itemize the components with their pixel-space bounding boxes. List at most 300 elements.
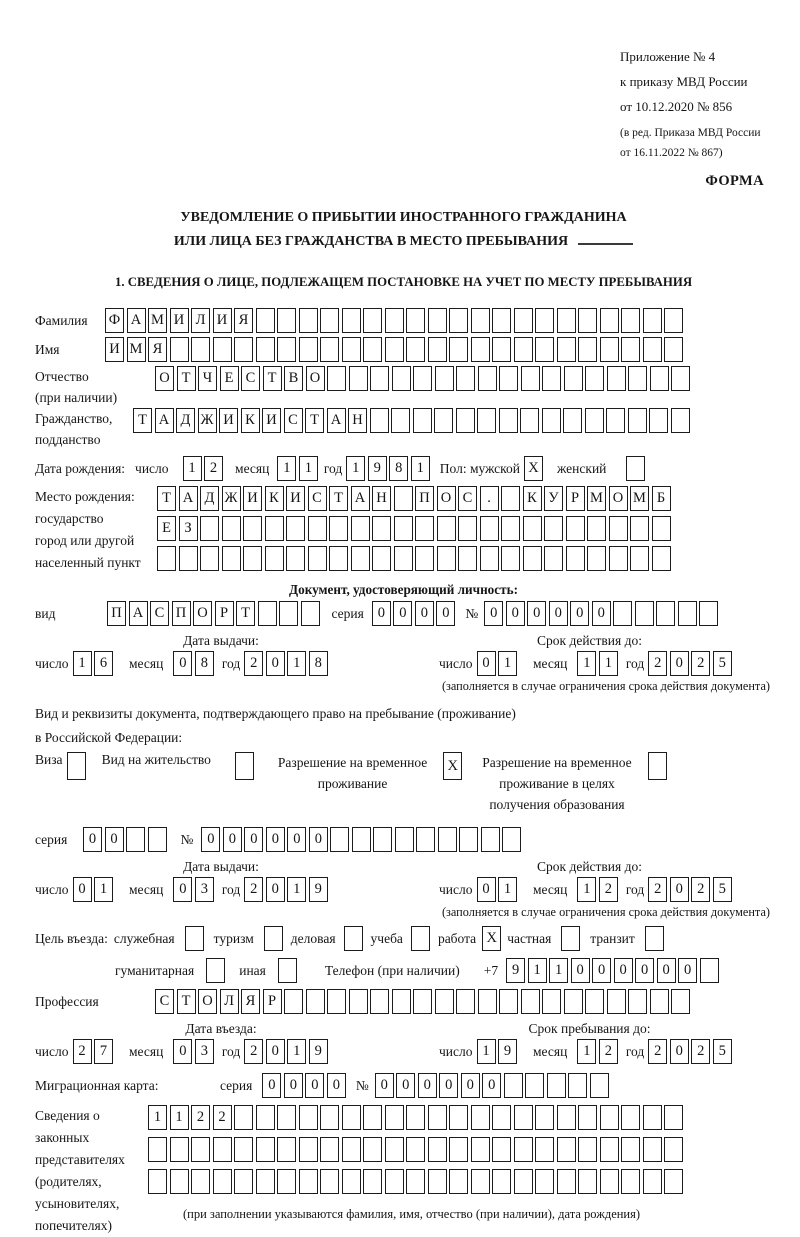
- char-cell: Б: [652, 486, 671, 511]
- char-cell: [501, 486, 520, 511]
- char-cell: 0: [173, 1039, 192, 1064]
- char-cell: Л: [191, 308, 210, 333]
- char-cell: [234, 1137, 253, 1162]
- char-cell: [471, 1105, 490, 1130]
- residence-doc-dates: [35, 859, 772, 902]
- char-cell: [478, 989, 497, 1014]
- char-cell: [523, 516, 542, 541]
- profession-field[interactable]: [155, 989, 690, 1014]
- purpose-transit-checkbox[interactable]: [645, 926, 664, 951]
- char-cell: [535, 1169, 554, 1194]
- purpose-private-checkbox[interactable]: [561, 926, 580, 951]
- year-label: год: [221, 1043, 241, 1059]
- char-cell: [621, 308, 640, 333]
- expiry-month-field[interactable]: [577, 651, 618, 676]
- entry-month-field[interactable]: [173, 1039, 214, 1064]
- char-cell: 0: [477, 651, 496, 676]
- char-cell: Т: [133, 408, 152, 433]
- purpose-tourism-checkbox[interactable]: [264, 926, 283, 951]
- char-cell: С: [150, 601, 169, 626]
- residence-number-label: №: [180, 831, 194, 847]
- representatives-field-line3[interactable]: [148, 1169, 683, 1194]
- char-cell: [607, 366, 626, 391]
- visit-purpose-row-2: [35, 958, 772, 983]
- char-cell: [564, 366, 583, 391]
- char-cell: [299, 1169, 318, 1194]
- char-cell: [456, 408, 475, 433]
- char-cell: [649, 408, 668, 433]
- char-cell: 0: [436, 601, 455, 626]
- issue-day-field[interactable]: [73, 651, 114, 676]
- char-cell: [700, 958, 719, 983]
- char-cell: [449, 308, 468, 333]
- representatives-field-line2[interactable]: [148, 1137, 683, 1162]
- surname-label: Фамилия: [35, 312, 88, 328]
- char-cell: [600, 1105, 619, 1130]
- char-cell: [628, 408, 647, 433]
- char-cell: .: [480, 486, 499, 511]
- char-cell: [372, 516, 391, 541]
- char-cell: С: [241, 366, 260, 391]
- doc-number-field[interactable]: [484, 601, 718, 626]
- char-cell: [606, 408, 625, 433]
- expiry-date-heading: Срок действия до:: [537, 859, 642, 874]
- edu-permit-checkbox[interactable]: [648, 752, 667, 780]
- char-cell: 1: [148, 1105, 167, 1130]
- char-cell: [652, 546, 671, 571]
- birth-place-field-line2[interactable]: [157, 516, 671, 541]
- char-cell: Ч: [198, 366, 217, 391]
- temp-permit-checkbox[interactable]: X: [443, 752, 462, 780]
- char-cell: [621, 1105, 640, 1130]
- char-cell: 0: [266, 651, 285, 676]
- char-cell: [643, 308, 662, 333]
- char-cell: [542, 408, 561, 433]
- char-cell: 0: [570, 601, 589, 626]
- char-cell: У: [544, 486, 563, 511]
- char-cell: [256, 1105, 275, 1130]
- residence-permit-checkbox[interactable]: [235, 752, 254, 780]
- migration-series-field[interactable]: [262, 1073, 346, 1098]
- char-cell: [352, 827, 371, 852]
- char-cell: [643, 337, 662, 362]
- surname-field[interactable]: [105, 308, 683, 333]
- char-cell: 0: [592, 958, 611, 983]
- char-cell: [499, 989, 518, 1014]
- purpose-study-label: учеба: [370, 930, 403, 946]
- char-cell: 1: [577, 1039, 596, 1064]
- char-cell: 1: [277, 456, 296, 481]
- char-cell: [373, 827, 392, 852]
- birth-place-field-line1[interactable]: [157, 486, 671, 511]
- char-cell: Т: [157, 486, 176, 511]
- char-cell: М: [630, 486, 649, 511]
- char-cell: [492, 308, 511, 333]
- char-cell: [471, 1169, 490, 1194]
- char-cell: [564, 989, 583, 1014]
- char-cell: [329, 546, 348, 571]
- char-cell: [394, 516, 413, 541]
- char-cell: [394, 486, 413, 511]
- char-cell: [458, 516, 477, 541]
- residence-expiry-year-field[interactable]: [648, 877, 732, 902]
- char-cell: [504, 1073, 523, 1098]
- char-cell: 1: [528, 958, 547, 983]
- char-cell: [630, 516, 649, 541]
- char-cell: [148, 827, 167, 852]
- char-cell: [299, 337, 318, 362]
- char-cell: [514, 1137, 533, 1162]
- char-cell: К: [241, 408, 260, 433]
- char-cell: [643, 1105, 662, 1130]
- issue-year-field[interactable]: [244, 651, 328, 676]
- char-cell: [342, 1169, 361, 1194]
- birth-place-label: Место рождения: государство город или другой населенный пункт: [35, 489, 141, 570]
- sex-label: Пол: мужской: [439, 460, 521, 476]
- char-cell: [308, 516, 327, 541]
- char-cell: 1: [577, 651, 596, 676]
- char-cell: [213, 1137, 232, 1162]
- char-cell: [458, 546, 477, 571]
- char-cell: [256, 1169, 275, 1194]
- char-cell: [306, 989, 325, 1014]
- char-cell: [542, 366, 561, 391]
- char-cell: О: [609, 486, 628, 511]
- purpose-official-checkbox[interactable]: [185, 926, 204, 951]
- char-cell: [630, 546, 649, 571]
- char-cell: [406, 337, 425, 362]
- char-cell: О: [306, 366, 325, 391]
- char-cell: [179, 546, 198, 571]
- char-cell: [213, 337, 232, 362]
- year-label: год: [625, 881, 645, 897]
- char-cell: [499, 408, 518, 433]
- char-cell: [520, 408, 539, 433]
- identity-doc-dates: [35, 633, 772, 676]
- phone-field[interactable]: [506, 958, 719, 983]
- citizenship-field[interactable]: [133, 408, 690, 433]
- birth-date-label: Дата рождения:: [35, 460, 126, 476]
- purpose-humanitarian-checkbox[interactable]: [206, 958, 225, 983]
- visa-checkbox[interactable]: [67, 752, 86, 780]
- residence-issue-year-field[interactable]: [244, 877, 328, 902]
- purpose-work-label: работа: [437, 930, 477, 946]
- char-cell: [428, 308, 447, 333]
- char-cell: 0: [73, 877, 92, 902]
- char-cell: 9: [506, 958, 525, 983]
- char-cell: 9: [309, 1039, 328, 1064]
- char-cell: [256, 308, 275, 333]
- birth-place-row: [35, 486, 772, 574]
- purpose-other-checkbox[interactable]: [278, 958, 297, 983]
- doc-series-field[interactable]: [372, 601, 456, 626]
- char-cell: [222, 516, 241, 541]
- char-cell: [578, 1105, 597, 1130]
- char-cell: [643, 1169, 662, 1194]
- residence-expiry-note: (заполняется в случае ограничения срока действия документа): [441, 905, 770, 919]
- temp-permit-label: Разрешение на временное проживание: [277, 755, 428, 791]
- char-cell: М: [127, 337, 146, 362]
- char-cell: А: [179, 486, 198, 511]
- char-cell: 0: [482, 1073, 501, 1098]
- char-cell: 1: [299, 456, 318, 481]
- char-cell: [499, 366, 518, 391]
- char-cell: [320, 1105, 339, 1130]
- char-cell: [628, 989, 647, 1014]
- char-cell: [643, 1137, 662, 1162]
- representatives-row: [35, 1105, 772, 1237]
- char-cell: 2: [648, 651, 667, 676]
- identity-doc-row: [35, 601, 772, 626]
- char-cell: 0: [614, 958, 633, 983]
- char-cell: [563, 408, 582, 433]
- char-cell: И: [243, 486, 262, 511]
- char-cell: [585, 366, 604, 391]
- char-cell: П: [107, 601, 126, 626]
- char-cell: [587, 546, 606, 571]
- residence-number-field[interactable]: [201, 827, 521, 852]
- day-label: число: [35, 655, 69, 671]
- char-cell: [544, 516, 563, 541]
- residence-series-label: серия: [35, 831, 68, 847]
- char-cell: 0: [287, 827, 306, 852]
- patronymic-field[interactable]: [155, 366, 690, 391]
- char-cell: 0: [670, 651, 689, 676]
- patronymic-label: Отчество (при наличии): [35, 369, 118, 405]
- issue-month-field[interactable]: [173, 651, 214, 676]
- char-cell: 0: [201, 827, 220, 852]
- char-cell: [284, 989, 303, 1014]
- char-cell: Р: [263, 989, 282, 1014]
- char-cell: [413, 989, 432, 1014]
- char-cell: 2: [648, 877, 667, 902]
- purpose-official-label: служебная: [113, 930, 175, 946]
- char-cell: 1: [287, 877, 306, 902]
- doc-kind-label: вид: [35, 605, 56, 621]
- char-cell: [372, 546, 391, 571]
- char-cell: [406, 1137, 425, 1162]
- purpose-work-checkbox[interactable]: X: [482, 926, 501, 951]
- char-cell: Р: [566, 486, 585, 511]
- char-cell: Т: [177, 366, 196, 391]
- stay-month-field[interactable]: [577, 1039, 618, 1064]
- char-cell: 0: [266, 1039, 285, 1064]
- char-cell: [621, 1169, 640, 1194]
- stay-day-field[interactable]: [477, 1039, 518, 1064]
- char-cell: [299, 1105, 318, 1130]
- char-cell: [256, 337, 275, 362]
- char-cell: 1: [577, 877, 596, 902]
- char-cell: [200, 516, 219, 541]
- char-cell: [459, 827, 478, 852]
- char-cell: [428, 1169, 447, 1194]
- char-cell: [385, 337, 404, 362]
- birth-year-field[interactable]: [346, 456, 430, 481]
- char-cell: О: [437, 486, 456, 511]
- char-cell: 0: [372, 601, 391, 626]
- char-cell: [277, 1169, 296, 1194]
- char-cell: [170, 1169, 189, 1194]
- char-cell: [308, 546, 327, 571]
- month-label: месяц: [533, 655, 568, 671]
- given-name-field[interactable]: [105, 337, 683, 362]
- char-cell: 1: [549, 958, 568, 983]
- char-cell: [480, 546, 499, 571]
- char-cell: [671, 366, 690, 391]
- visa-label: Виза: [35, 752, 63, 767]
- residence-series-field[interactable]: [83, 827, 167, 852]
- char-cell: А: [127, 308, 146, 333]
- char-cell: [320, 308, 339, 333]
- char-cell: 5: [713, 877, 732, 902]
- char-cell: И: [262, 408, 281, 433]
- birth-day-field[interactable]: [183, 456, 224, 481]
- char-cell: [413, 366, 432, 391]
- char-cell: [613, 601, 632, 626]
- char-cell: 1: [73, 651, 92, 676]
- migration-card-row: [35, 1073, 772, 1098]
- char-cell: [342, 1105, 361, 1130]
- migration-number-field[interactable]: [375, 1073, 609, 1098]
- char-cell: 0: [396, 1073, 415, 1098]
- char-cell: 0: [375, 1073, 394, 1098]
- char-cell: 3: [195, 877, 214, 902]
- char-cell: Н: [372, 486, 391, 511]
- sex-female-checkbox[interactable]: [626, 456, 645, 481]
- char-cell: [394, 546, 413, 571]
- purpose-study-checkbox[interactable]: [411, 926, 430, 951]
- char-cell: [699, 601, 718, 626]
- identity-doc-heading: Документ, удостоверяющий личность:: [289, 582, 518, 597]
- birth-month-field[interactable]: [277, 456, 318, 481]
- edition-line: (в ред. Приказа МВД России: [620, 127, 761, 139]
- char-cell: 0: [83, 827, 102, 852]
- residence-issue-month-field[interactable]: [173, 877, 214, 902]
- char-cell: 0: [415, 601, 434, 626]
- char-cell: [363, 1105, 382, 1130]
- char-cell: [557, 1137, 576, 1162]
- char-cell: [456, 366, 475, 391]
- char-cell: 1: [346, 456, 365, 481]
- year-label: год: [625, 655, 645, 671]
- char-cell: [392, 366, 411, 391]
- char-cell: О: [198, 989, 217, 1014]
- representatives-note: (при заполнении указываются фамилия, имя, отчество (при наличии), дата рождения): [183, 1207, 641, 1221]
- char-cell: [449, 1169, 468, 1194]
- char-cell: [256, 1137, 275, 1162]
- edu-permit-label: Разрешение на временное проживание в целях получения образования: [482, 755, 632, 812]
- char-cell: [480, 516, 499, 541]
- char-cell: П: [172, 601, 191, 626]
- char-cell: [349, 989, 368, 1014]
- char-cell: 1: [287, 1039, 306, 1064]
- char-cell: [234, 337, 253, 362]
- char-cell: 2: [213, 1105, 232, 1130]
- char-cell: [148, 1137, 167, 1162]
- birth-place-field-line3[interactable]: [157, 546, 671, 571]
- char-cell: [609, 516, 628, 541]
- char-cell: [277, 1105, 296, 1130]
- char-cell: [514, 308, 533, 333]
- char-cell: [492, 1169, 511, 1194]
- char-cell: Е: [220, 366, 239, 391]
- char-cell: [535, 1105, 554, 1130]
- char-cell: [585, 408, 604, 433]
- char-cell: 2: [204, 456, 223, 481]
- char-cell: [585, 989, 604, 1014]
- char-cell: 6: [94, 651, 113, 676]
- entry-date-heading: Дата въезда:: [185, 1021, 257, 1036]
- expiry-day-field[interactable]: [477, 651, 518, 676]
- residence-expiry-month-field[interactable]: [577, 877, 618, 902]
- representatives-label: Сведения о законных представителях (родителях, усыновителях, попечителях): [35, 1108, 125, 1233]
- expiry-year-field[interactable]: [648, 651, 732, 676]
- char-cell: 0: [657, 958, 676, 983]
- edition-line: от 16.11.2022 № 867): [620, 147, 723, 159]
- char-cell: [265, 516, 284, 541]
- char-cell: [327, 989, 346, 1014]
- char-cell: [416, 827, 435, 852]
- entry-stay-dates: [35, 1021, 772, 1064]
- residence-expiry-day-field[interactable]: [477, 877, 518, 902]
- doc-number-label: №: [465, 605, 479, 621]
- char-cell: А: [327, 408, 346, 433]
- char-cell: [148, 1169, 167, 1194]
- char-cell: 9: [309, 877, 328, 902]
- stay-year-field[interactable]: [648, 1039, 732, 1064]
- residence-permit-label: Вид на жительство: [101, 752, 211, 767]
- char-cell: 5: [713, 1039, 732, 1064]
- char-cell: [213, 1169, 232, 1194]
- char-cell: [521, 989, 540, 1014]
- annex-line: к приказу МВД России: [620, 74, 748, 89]
- char-cell: [535, 308, 554, 333]
- char-cell: 0: [678, 958, 697, 983]
- char-cell: [566, 546, 585, 571]
- char-cell: [342, 308, 361, 333]
- char-cell: [650, 989, 669, 1014]
- char-cell: А: [351, 486, 370, 511]
- birth-year-label: год: [323, 460, 343, 476]
- residence-issue-day-field[interactable]: [73, 877, 114, 902]
- char-cell: [320, 1137, 339, 1162]
- char-cell: 1: [498, 877, 517, 902]
- entry-day-field[interactable]: [73, 1039, 114, 1064]
- representatives-field-line1[interactable]: [148, 1105, 683, 1130]
- entry-year-field[interactable]: [244, 1039, 328, 1064]
- char-cell: [664, 1169, 683, 1194]
- char-cell: [671, 989, 690, 1014]
- doc-kind-field[interactable]: [107, 601, 320, 626]
- purpose-business-checkbox[interactable]: [344, 926, 363, 951]
- char-cell: [415, 546, 434, 571]
- char-cell: [557, 1105, 576, 1130]
- char-cell: 0: [592, 601, 611, 626]
- char-cell: 2: [599, 877, 618, 902]
- char-cell: [449, 1137, 468, 1162]
- char-cell: [664, 337, 683, 362]
- migration-card-label: Миграционная карта:: [35, 1077, 159, 1093]
- char-cell: [609, 546, 628, 571]
- sex-male-checkbox[interactable]: X: [524, 456, 543, 481]
- form-marker: ФОРМА: [705, 173, 764, 189]
- char-cell: [656, 601, 675, 626]
- char-cell: [329, 516, 348, 541]
- day-label: число: [439, 655, 473, 671]
- char-cell: [320, 337, 339, 362]
- char-cell: [391, 408, 410, 433]
- purpose-other-label: иная: [239, 962, 266, 978]
